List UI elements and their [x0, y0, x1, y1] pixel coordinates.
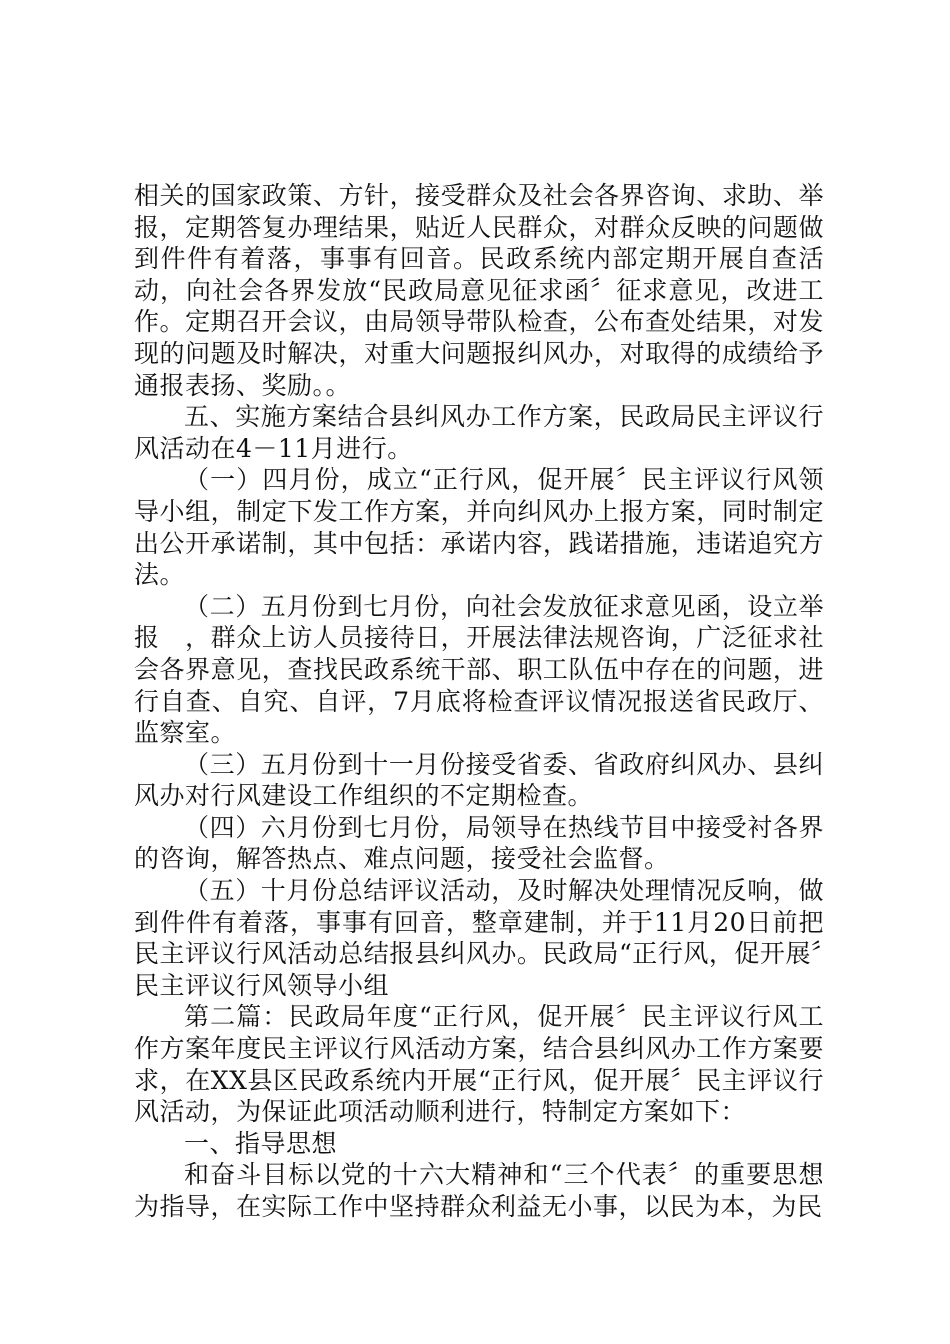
- section-one-heading: 一、指导思想: [184, 1128, 338, 1158]
- item-june-july: （四）六月份到七月份，局领导在热线节目中接受衬各界的咨询，解答热点、难点问题，接受社会监督。: [134, 812, 824, 874]
- item-april: （一）四月份，成立“正行风，促开展〞民主评议行风领导小组，制定下发工作方案，并向纠风办上报方案，同时制定出公开承诺制，其中包括：承诺内容，践诺措施，违诺追究方法。: [134, 465, 824, 590]
- paragraph-continuation: 相关的国家政策、方针，接受群众及社会各界咨询、求助、举报，定期答复办理结果，贴近人民群众，对群众反映的问题做到件件有着落，事事有回音。民政系统内部定期开展自查活动，向社会各界发放“民政局意见征求函〞征求意见，改进工作。定期召开会议，由局领导带队检查，公布查处结果，对发现的问题及时解决，对重大问题报纠风办，对取得的成绩给予通报表扬、奖励。。: [134, 181, 824, 400]
- chapter-two-intro: 第二篇：民政局年度“正行风，促开展〞民主评议行风工作方案年度民主评议行风活动方案，结合县纠风办工作方案要求，在XX县区民政系统内开展“正行风，促开展〞民主评议行风活动，为保证此项活动顺利进行，特制定方案如下：: [134, 1002, 824, 1127]
- guiding-thought-paragraph: 和奋斗目标以党的十六大精神和“三个代表〞的重要思想为指导，在实际工作中坚持群众利益无小事，以民为本，为民: [134, 1160, 824, 1221]
- item-may-november: （三）五月份到十一月份接受省委、省政府纠风办、县纠风办对行风建设工作组织的不定期检查。: [134, 749, 824, 811]
- item-may-july: （二）五月份到七月份，向社会发放征求意见函，设立举报 ，群众上访人员接待日，开展法律法规咨询，广泛征求社会各界意见，查找民政系统干部、职工队伍中存在的问题，进行自查、自究、自评，7月底将检查评议情况报送省民政厅、监察室。: [134, 591, 824, 748]
- item-october: （五）十月份总结评议活动，及时解决处理情况反响，做到件件有着落，事事有回音，整章建制，并于11月20日前把民主评议行风活动总结报县纠风办。民政局“正行风，促开展〞民主评议行风领导小组: [134, 876, 824, 1000]
- document-body: [134, 180, 824, 1223]
- section-five-implementation: 五、实施方案结合县纠风办工作方案，民政局民主评议行风活动在4－11月进行。: [134, 402, 824, 463]
